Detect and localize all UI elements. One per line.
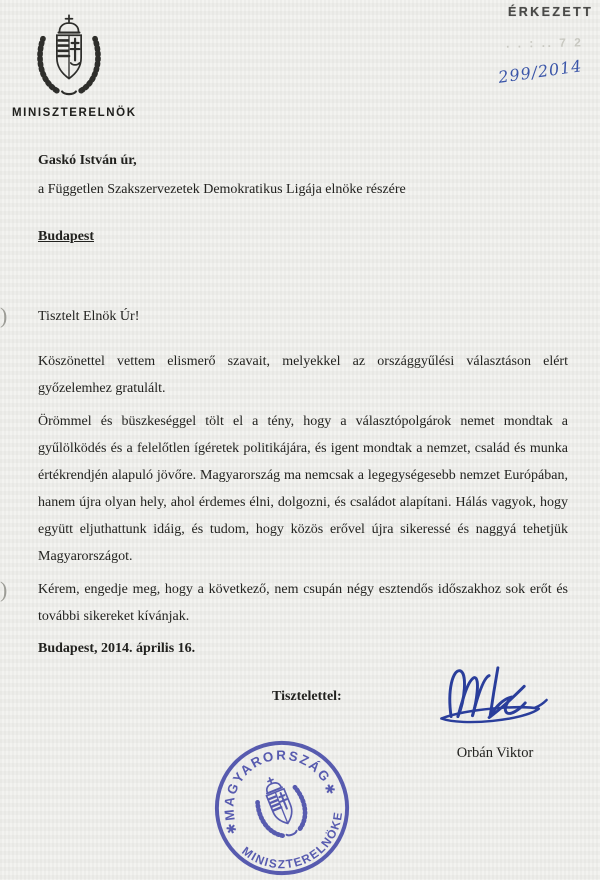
signature-scribble <box>436 660 551 738</box>
addressee-name: Gaskó István úr, <box>38 153 137 168</box>
seal-star-right-icon: ✱ <box>322 780 338 798</box>
signature-block <box>436 660 554 762</box>
addressee-title-line: a Független Szakszervezetek Demokratikus Ligája elnöke részére <box>38 182 406 197</box>
paragraph-1: Köszönettel vettem elismerő szavait, melyekkel az országgyűlési választáson elért győzelemhez gratulált. <box>38 354 568 396</box>
paragraph-2: Örömmel és büszkeséggel tölt el a tény, hogy a választópolgárok nemet mondtak a gyűlölködés és a felelőtlen ígéretek politikájára, és igent mondtak a nemzet, család és munka értékrendjén alapuló jövőre. Magyarország ma nemcsak a legegységesebb nemzet Európában, hanem újra olyan hely, ahol érdemes élni, dolgozni, és családot alapítani. Hálás vagyok, hogy együtt eljuthattunk idáig, és tudom, hogy közös erővel újra sikeressé és naggyá tehetjük Magyarországot. <box>38 414 568 564</box>
letter-body <box>38 150 568 708</box>
seal-bottom-text: MINISZTERELNÖKE <box>239 810 346 872</box>
received-stamp: ÉRKEZETT <box>508 5 594 19</box>
paragraph-3: Kérem, engedje meg, hogy a következő, nem csupán négy esztendős időszakhoz sok erőt és további sikereket kívánjak. <box>38 582 568 624</box>
punch-hole-mark: ) <box>0 577 8 602</box>
addressee-city: Budapest <box>38 229 95 244</box>
prime-minister-seal-stamp <box>208 734 356 880</box>
closing-salutation: Tisztelettel: <box>272 689 342 704</box>
seal-coat-of-arms-icon <box>249 770 314 843</box>
received-date-stamp-faded: . . : .. 7 2 <box>505 35 584 51</box>
hungarian-coat-of-arms-icon <box>30 12 108 100</box>
seal-star-left-icon: ✱ <box>223 819 240 838</box>
registry-number-handwritten: 299/2014 <box>497 56 584 87</box>
salutation: Tisztelt Elnök Úr! <box>38 309 140 324</box>
date-line: Budapest, 2014. április 16. <box>38 641 196 656</box>
punch-hole-mark: ) <box>0 303 8 328</box>
seal-top-text: MAGYARORSZÁG <box>221 747 334 822</box>
sender-title: MINISZTERELNÖK <box>12 107 137 119</box>
signer-name: Orbán Viktor <box>456 745 534 761</box>
